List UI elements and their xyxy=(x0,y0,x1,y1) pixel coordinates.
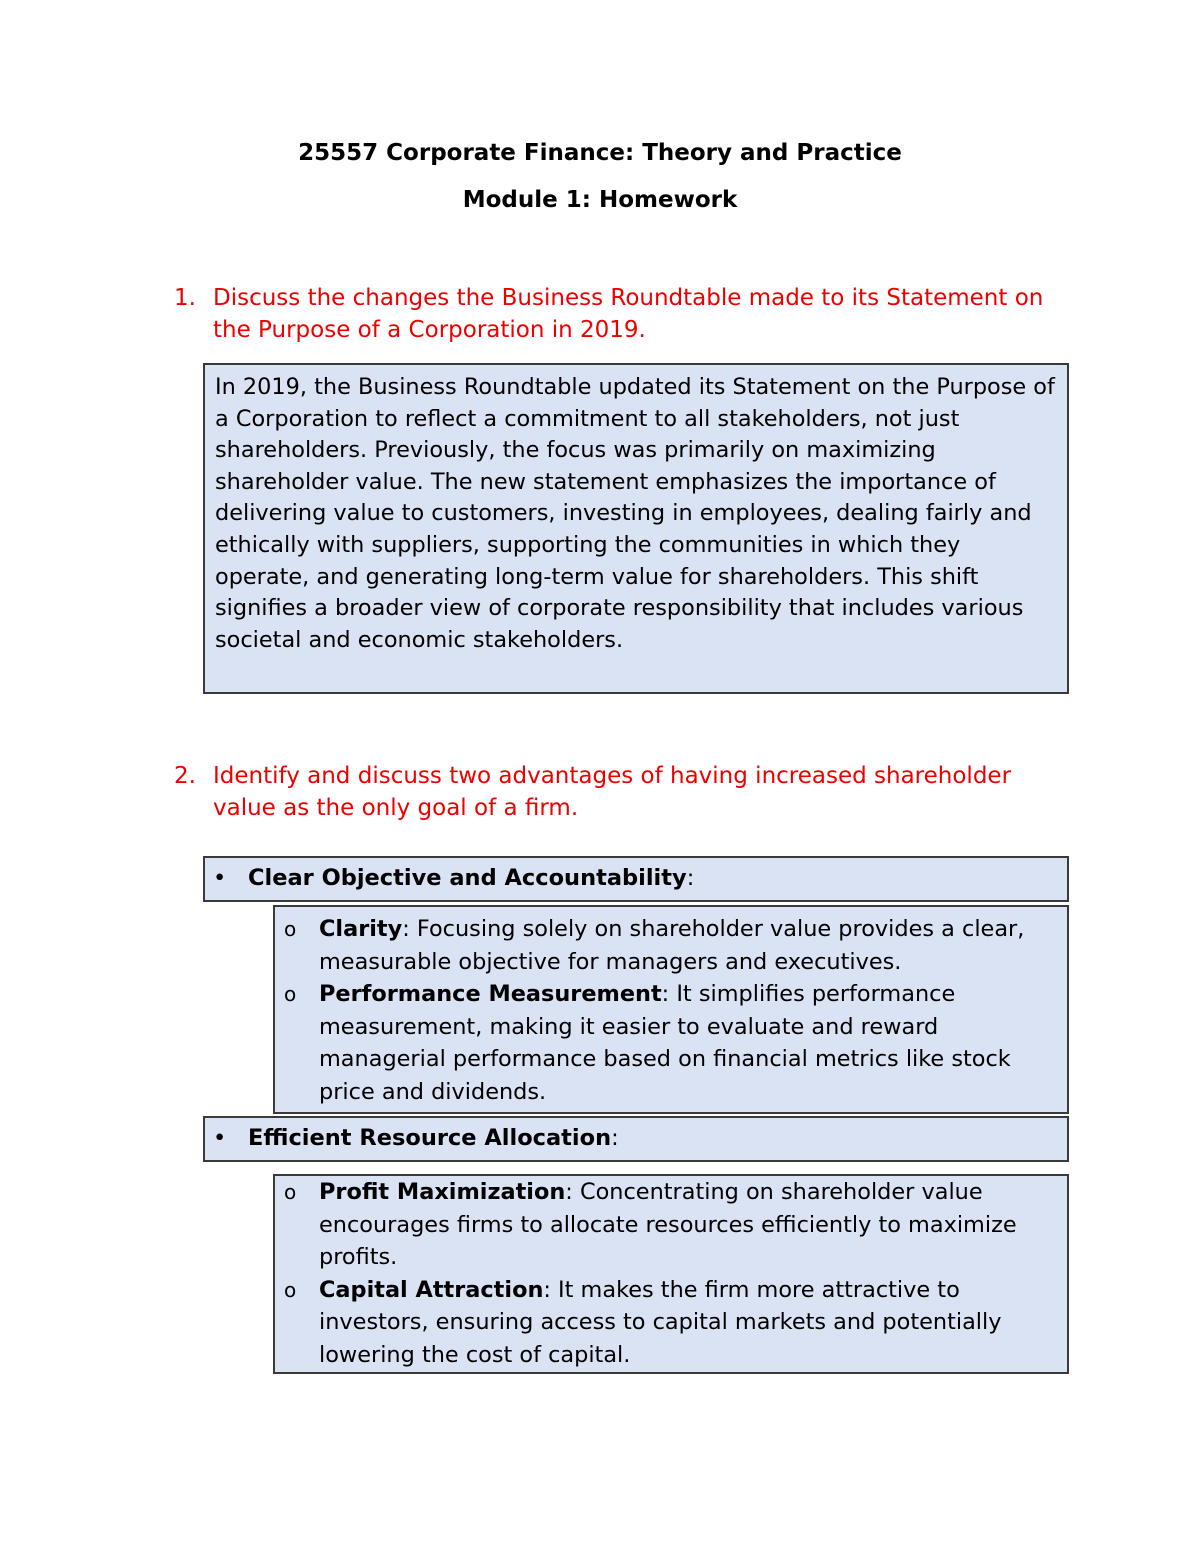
circle-bullet-icon: o xyxy=(284,1180,297,1204)
circle-bullet-icon: o xyxy=(284,982,297,1006)
list-item xyxy=(275,913,1067,978)
point-term: Performance Measurement xyxy=(319,981,662,1007)
advantage-points-box xyxy=(273,1174,1069,1374)
advantage-heading-box xyxy=(203,1116,1069,1162)
question-2 xyxy=(174,760,1054,824)
module-title: Module 1: Homework xyxy=(462,187,738,213)
answer-text: In 2019, the Business Roundtable updated its Statement on the Purpose of a Corporation to reflect a commitment to all stakeholders, not just shareholders. Previously, the focus was primarily on maximizing shareholder value. The new statement emphasizes the importance of delivering value to customers, investing in employees, dealing fairly and ethically with suppliers, supporting the communities in which they operate, and generating long-term value for shareholders. This shift signifies a broader view of corporate responsibility that includes various societal and economic stakeholders. xyxy=(215,374,1055,653)
bullet-icon: • xyxy=(213,865,227,891)
point-term: Profit Maximization xyxy=(319,1179,566,1205)
point-text: : It makes the firm more attractive to investors, ensuring access to capital markets and potentially lowering the cost of capital. xyxy=(319,1276,1002,1368)
advantage-heading: Efficient Resource Allocation: xyxy=(248,1125,619,1151)
point-term: Clarity xyxy=(319,916,403,942)
advantage-heading-box xyxy=(203,856,1069,902)
question-number: 1. xyxy=(174,285,196,311)
question-1 xyxy=(174,282,1054,346)
advantage-points-box xyxy=(273,905,1069,1114)
point-text: : It simplifies performance measurement, making it easier to evaluate and reward managerial performance based on financial metrics like stock price and dividends. xyxy=(319,981,1011,1105)
point-text: : Focusing solely on shareholder value provides a clear, measurable objective for managers and executives. xyxy=(319,916,1025,975)
bullet-icon: • xyxy=(213,1125,227,1151)
question-text: Discuss the changes the Business Roundtable made to its Statement on the Purpose of a Corporation in 2019. xyxy=(213,285,1044,343)
point-text: : Concentrating on shareholder value encourages firms to allocate resources efficiently to maximize profits. xyxy=(319,1179,1017,1270)
circle-bullet-icon: o xyxy=(284,1277,297,1302)
advantage-heading: Clear Objective and Accountability: xyxy=(248,865,695,891)
point-term: Capital Attraction xyxy=(319,1276,544,1303)
question-number: 2. xyxy=(174,763,196,789)
circle-bullet-icon: o xyxy=(284,917,297,941)
list-item xyxy=(275,978,1067,1108)
answer-box-1 xyxy=(203,363,1069,694)
list-item xyxy=(275,1274,1067,1372)
course-title: 25557 Corporate Finance: Theory and Practice xyxy=(298,140,902,166)
list-item xyxy=(275,1176,1067,1274)
question-text: Identify and discuss two advantages of having increased shareholder value as the only goal of a firm. xyxy=(213,763,1012,821)
